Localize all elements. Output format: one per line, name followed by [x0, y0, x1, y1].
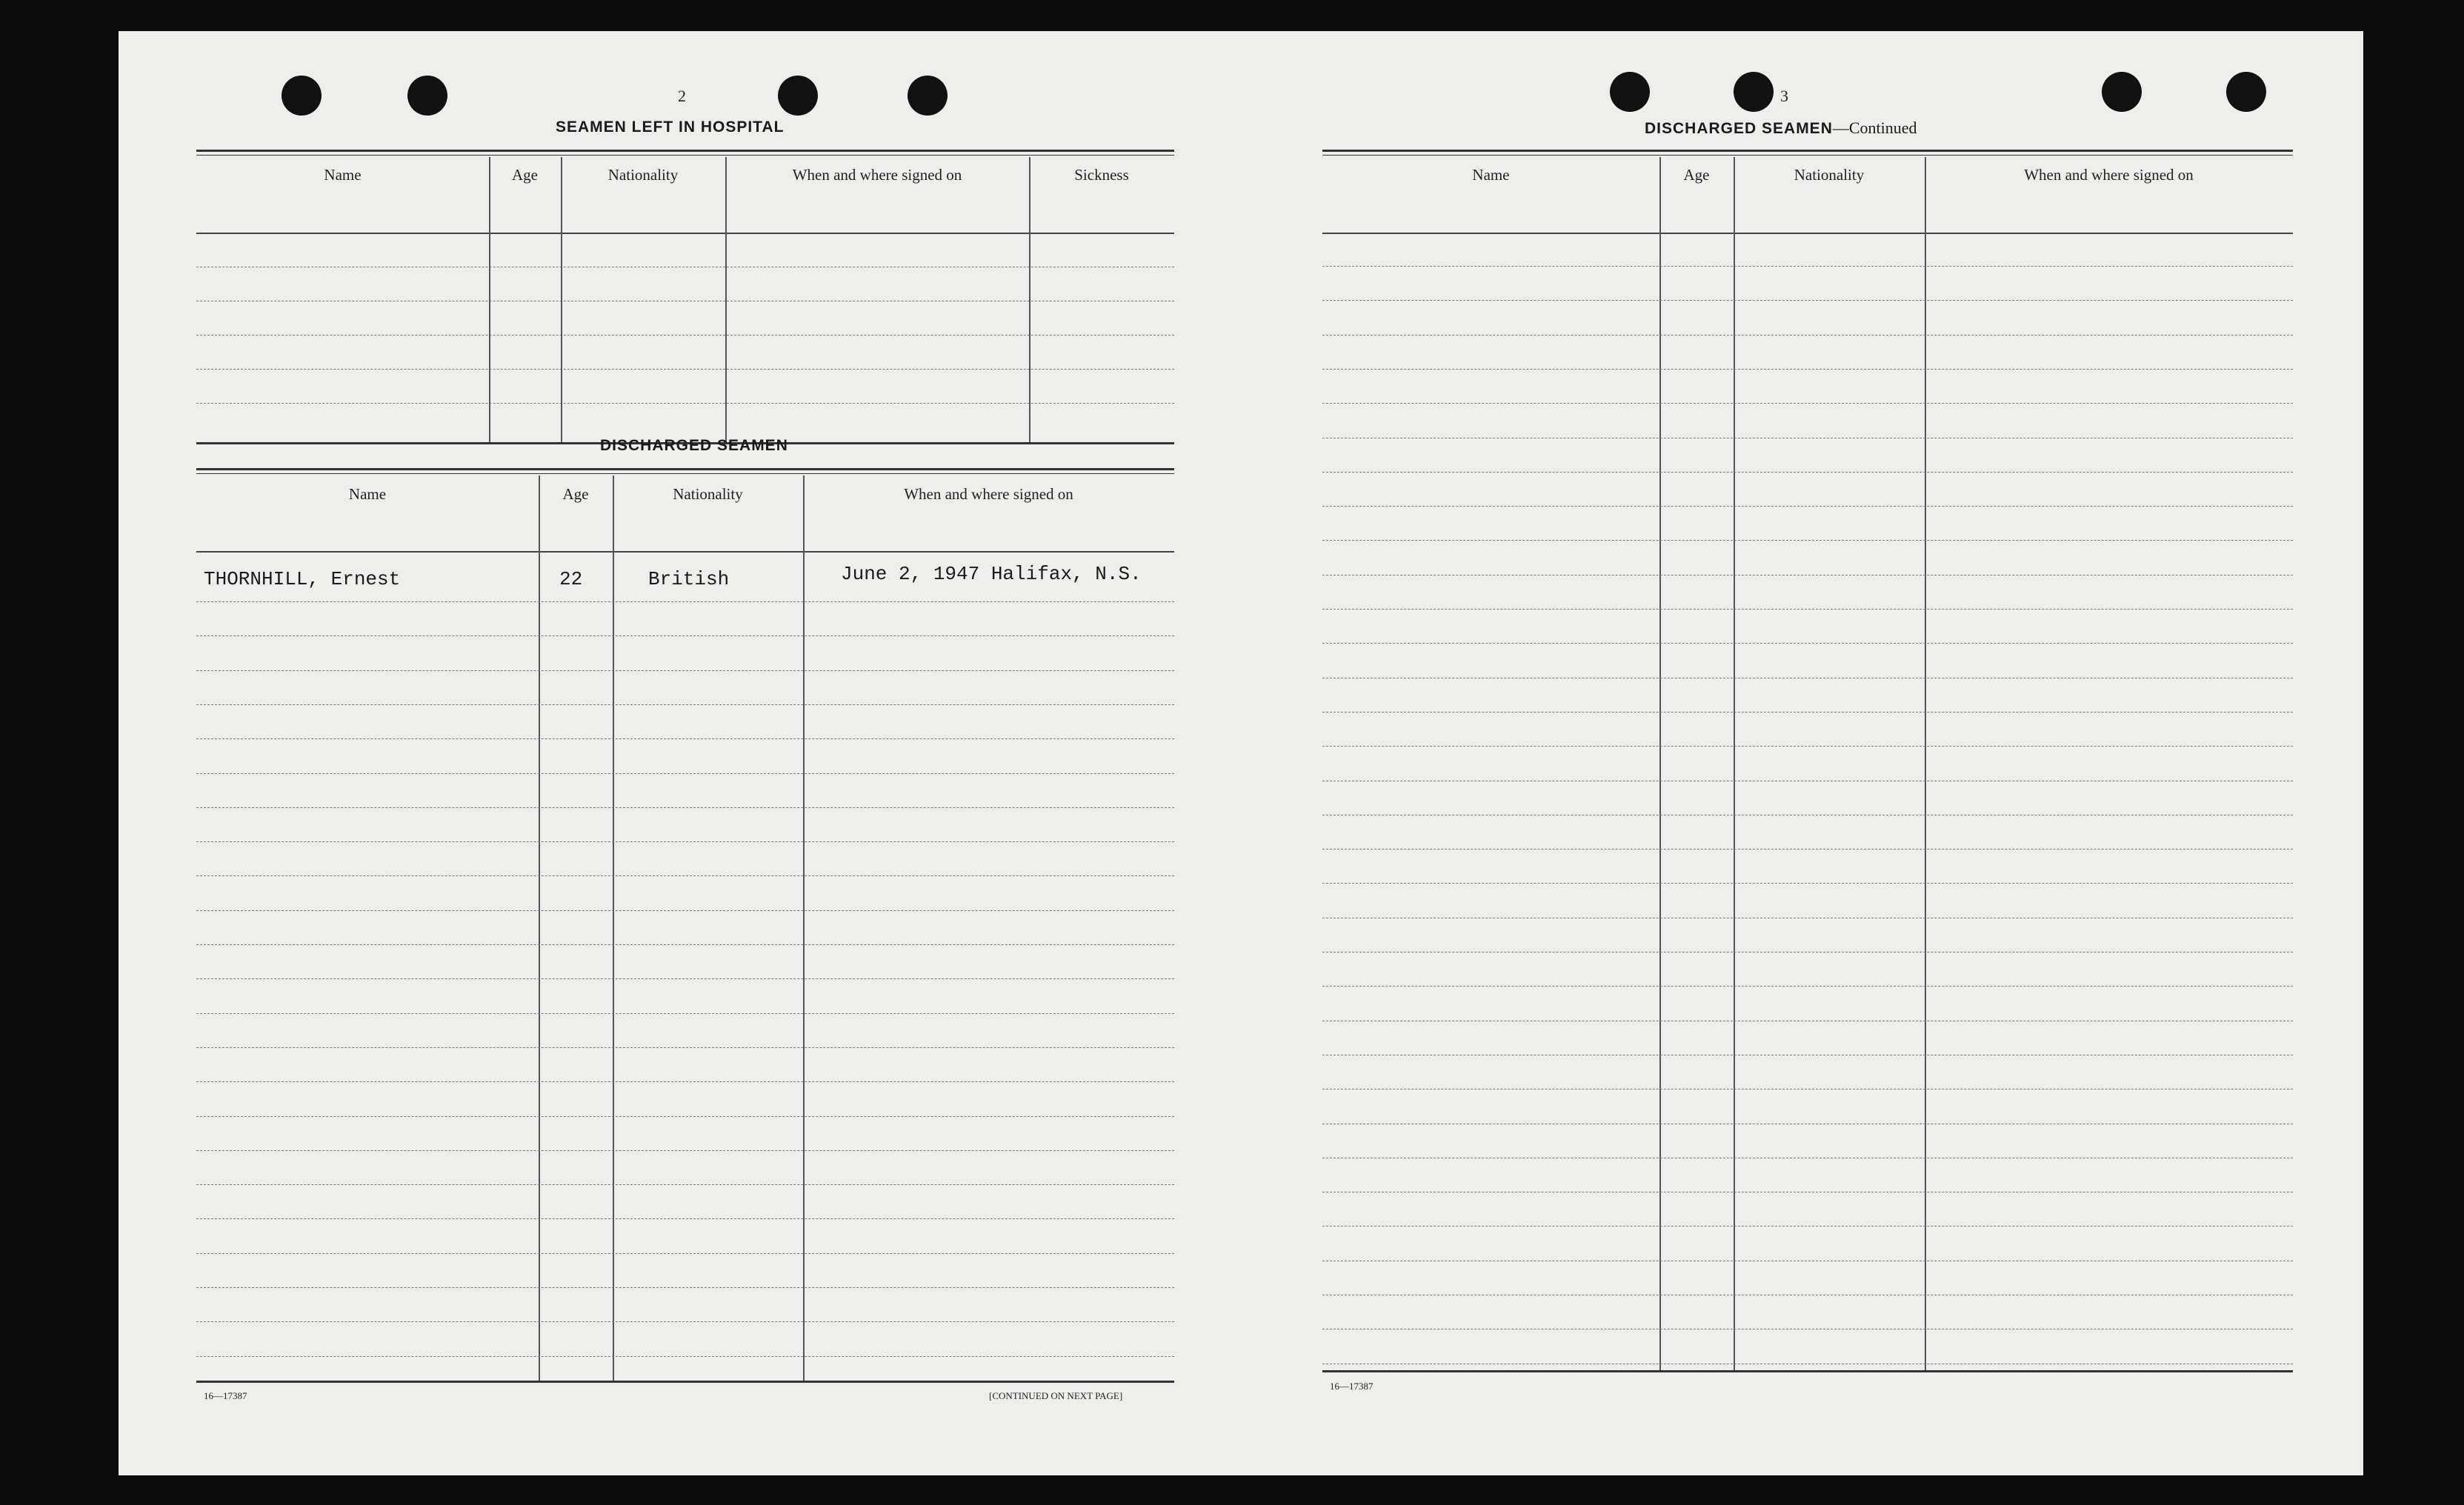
- ruled-row-line: [1322, 540, 2293, 541]
- discharged-row-signed-on: June 2, 1947 Halifax, N.S.: [841, 563, 1142, 585]
- punch-hole: [778, 76, 818, 116]
- ruled-row-line: [196, 1081, 1174, 1082]
- punch-hole: [2102, 72, 2142, 112]
- ruled-row-line: [196, 944, 1174, 945]
- hospital-col-age: Age: [512, 166, 538, 184]
- hospital-table: [196, 150, 1174, 450]
- ruled-row-line: [1322, 335, 2293, 336]
- ruled-row-line: [1322, 472, 2293, 473]
- continued-col-name: Name: [1472, 166, 1510, 184]
- continued-col-nationality: Nationality: [1794, 166, 1865, 184]
- punch-hole: [1734, 72, 1774, 112]
- hospital-col-nationality: Nationality: [607, 166, 679, 184]
- ruled-row-line: [196, 841, 1174, 842]
- punch-hole: [1610, 72, 1650, 112]
- hospital-col-name: Name: [324, 166, 362, 184]
- ruled-row-line: [196, 670, 1174, 671]
- ruled-row-line: [196, 1356, 1174, 1357]
- ruled-row-line: [196, 773, 1174, 774]
- hospital-col-sickness: Sickness: [1074, 166, 1129, 184]
- ruled-row-line: [1322, 883, 2293, 884]
- right-title-main: DISCHARGED SEAMEN: [1645, 120, 1833, 137]
- ruled-row-line: [196, 875, 1174, 876]
- ruled-row-line: [1322, 986, 2293, 987]
- ruled-row-line: [196, 1253, 1174, 1254]
- page-number: 2: [678, 87, 686, 105]
- left-page: [119, 31, 1274, 1475]
- right-title-suffix: —Continued: [1832, 119, 1917, 137]
- form-number: 16—17387: [1330, 1381, 1373, 1392]
- ruled-row-line: [1322, 643, 2293, 644]
- discharged-col-name: Name: [348, 485, 387, 503]
- form-number: 16—17387: [204, 1390, 247, 1401]
- ruled-row-line: [196, 635, 1174, 636]
- discharged-col-nationality: Nationality: [673, 485, 743, 503]
- ruled-row-line: [196, 1150, 1174, 1151]
- ruled-row-line: [196, 1184, 1174, 1185]
- hospital-col-signed-on: When and where signed on: [792, 166, 962, 184]
- ruled-row-line: [1322, 266, 2293, 267]
- ruled-row-line: [1322, 849, 2293, 850]
- continued-col-age: Age: [1683, 166, 1710, 184]
- ruled-row-line: [1322, 712, 2293, 713]
- ruled-row-line: [1322, 609, 2293, 610]
- hospital-title: SEAMEN LEFT IN HOSPITAL: [556, 119, 785, 136]
- discharged-col-age: Age: [562, 485, 589, 503]
- ruled-row-line: [1322, 369, 2293, 370]
- ruled-row-line: [196, 978, 1174, 979]
- continued-note: [CONTINUED ON NEXT PAGE]: [989, 1390, 1123, 1401]
- punch-hole: [407, 76, 447, 116]
- discharged-table: [196, 468, 1174, 1386]
- continued-table: [1322, 150, 2293, 1379]
- continued-col-signed-on: When and where signed on: [2024, 166, 2194, 184]
- ruled-row-line: [196, 1013, 1174, 1014]
- ruled-row-line: [1322, 746, 2293, 747]
- right-page: [1289, 31, 2363, 1475]
- discharged-title: DISCHARGED SEAMEN: [600, 437, 788, 454]
- ruled-row-line: [1322, 403, 2293, 404]
- ruled-row-line: [196, 1287, 1174, 1288]
- ruled-row-line: [196, 1047, 1174, 1048]
- page-number: 3: [1780, 87, 1788, 105]
- discharged-row-age: 22: [559, 568, 583, 590]
- right-title: [1645, 119, 1917, 138]
- ruled-row-line: [196, 1116, 1174, 1117]
- document-sheet: [119, 31, 2363, 1475]
- ruled-row-line: [1322, 1226, 2293, 1227]
- ruled-row-line: [1322, 506, 2293, 507]
- punch-hole: [282, 76, 322, 116]
- punch-hole: [2226, 72, 2266, 112]
- ruled-row-line: [196, 1218, 1174, 1219]
- discharged-row-nationality: British: [648, 568, 730, 590]
- ruled-row-line: [196, 738, 1174, 739]
- ruled-row-line: [1322, 300, 2293, 301]
- ruled-row-line: [196, 601, 1174, 602]
- ruled-row-line: [196, 910, 1174, 911]
- discharged-row-name: THORNHILL, Ernest: [204, 568, 401, 590]
- ruled-row-line: [196, 1321, 1174, 1322]
- discharged-col-signed-on: When and where signed on: [904, 485, 1073, 503]
- punch-hole: [908, 76, 948, 116]
- ruled-row-line: [196, 704, 1174, 705]
- ruled-row-line: [196, 807, 1174, 808]
